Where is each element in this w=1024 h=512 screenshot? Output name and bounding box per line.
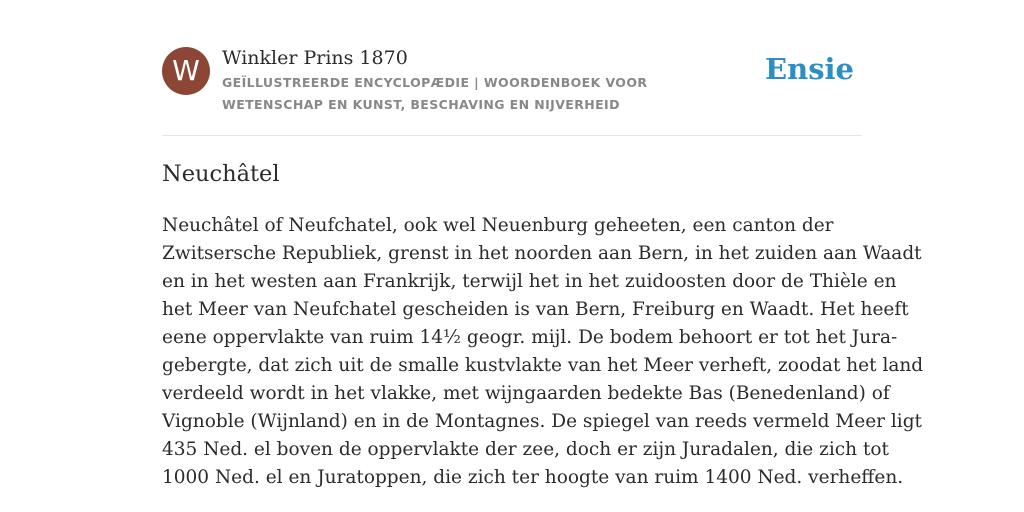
source-name[interactable]: Winkler Prins 1870 <box>222 47 408 69</box>
entry-body <box>162 212 924 492</box>
entry-title: Neuchâtel <box>162 161 280 187</box>
ensie-logo[interactable]: Ensie <box>765 52 854 86</box>
entry-body-line: 1000 Ned. el en Juratoppen, die zich ter hoogte van ruim 1400 Ned. verheffen. <box>162 467 904 488</box>
entry-body-line: Zwitsersche Republiek, grenst in het noorden aan Bern, in het zuiden aan Waadt <box>162 243 922 264</box>
entry-body-line: verdeeld wordt in het vlakke, met wijngaarden bedekte Bas (Benedenland) of <box>162 383 890 404</box>
entry-body-line: eene oppervlakte van ruim 14½ geogr. mijl. De bodem behoort er tot het Jura- <box>162 327 898 348</box>
entry-body-line: Neuchâtel of Neufchatel, ook wel Neuenburg geheeten, een canton der <box>162 215 834 236</box>
entry-body-line: gebergte, dat zich uit de smalle kustvlakte van het Meer verheft, zoodat het land <box>162 355 924 376</box>
source-avatar[interactable]: W <box>162 47 210 95</box>
entry-body-line: het Meer van Neufchatel gescheiden is van Bern, Freiburg en Waadt. Het heeft <box>162 299 909 320</box>
entry-body-line: Vignoble (Wijnland) en in de Montagnes. De spiegel van reeds vermeld Meer ligt <box>162 411 922 432</box>
source-header <box>162 46 862 136</box>
entry-body-line: 435 Ned. el boven de oppervlakte der zee, doch er zijn Juradalen, die zich tot <box>162 439 889 460</box>
entry-body-line: en in het westen aan Frankrijk, terwijl het in het zuidoosten door de Thièle en <box>162 271 897 292</box>
source-subtitle: GEÏLLUSTREERDE ENCYCLOPÆDIE | WOORDENBOEK VOOR WETENSCHAP EN KUNST, BESCHAVING EN NIJVERHEID <box>222 75 648 112</box>
entry-card <box>162 0 924 512</box>
header-divider <box>162 135 862 136</box>
